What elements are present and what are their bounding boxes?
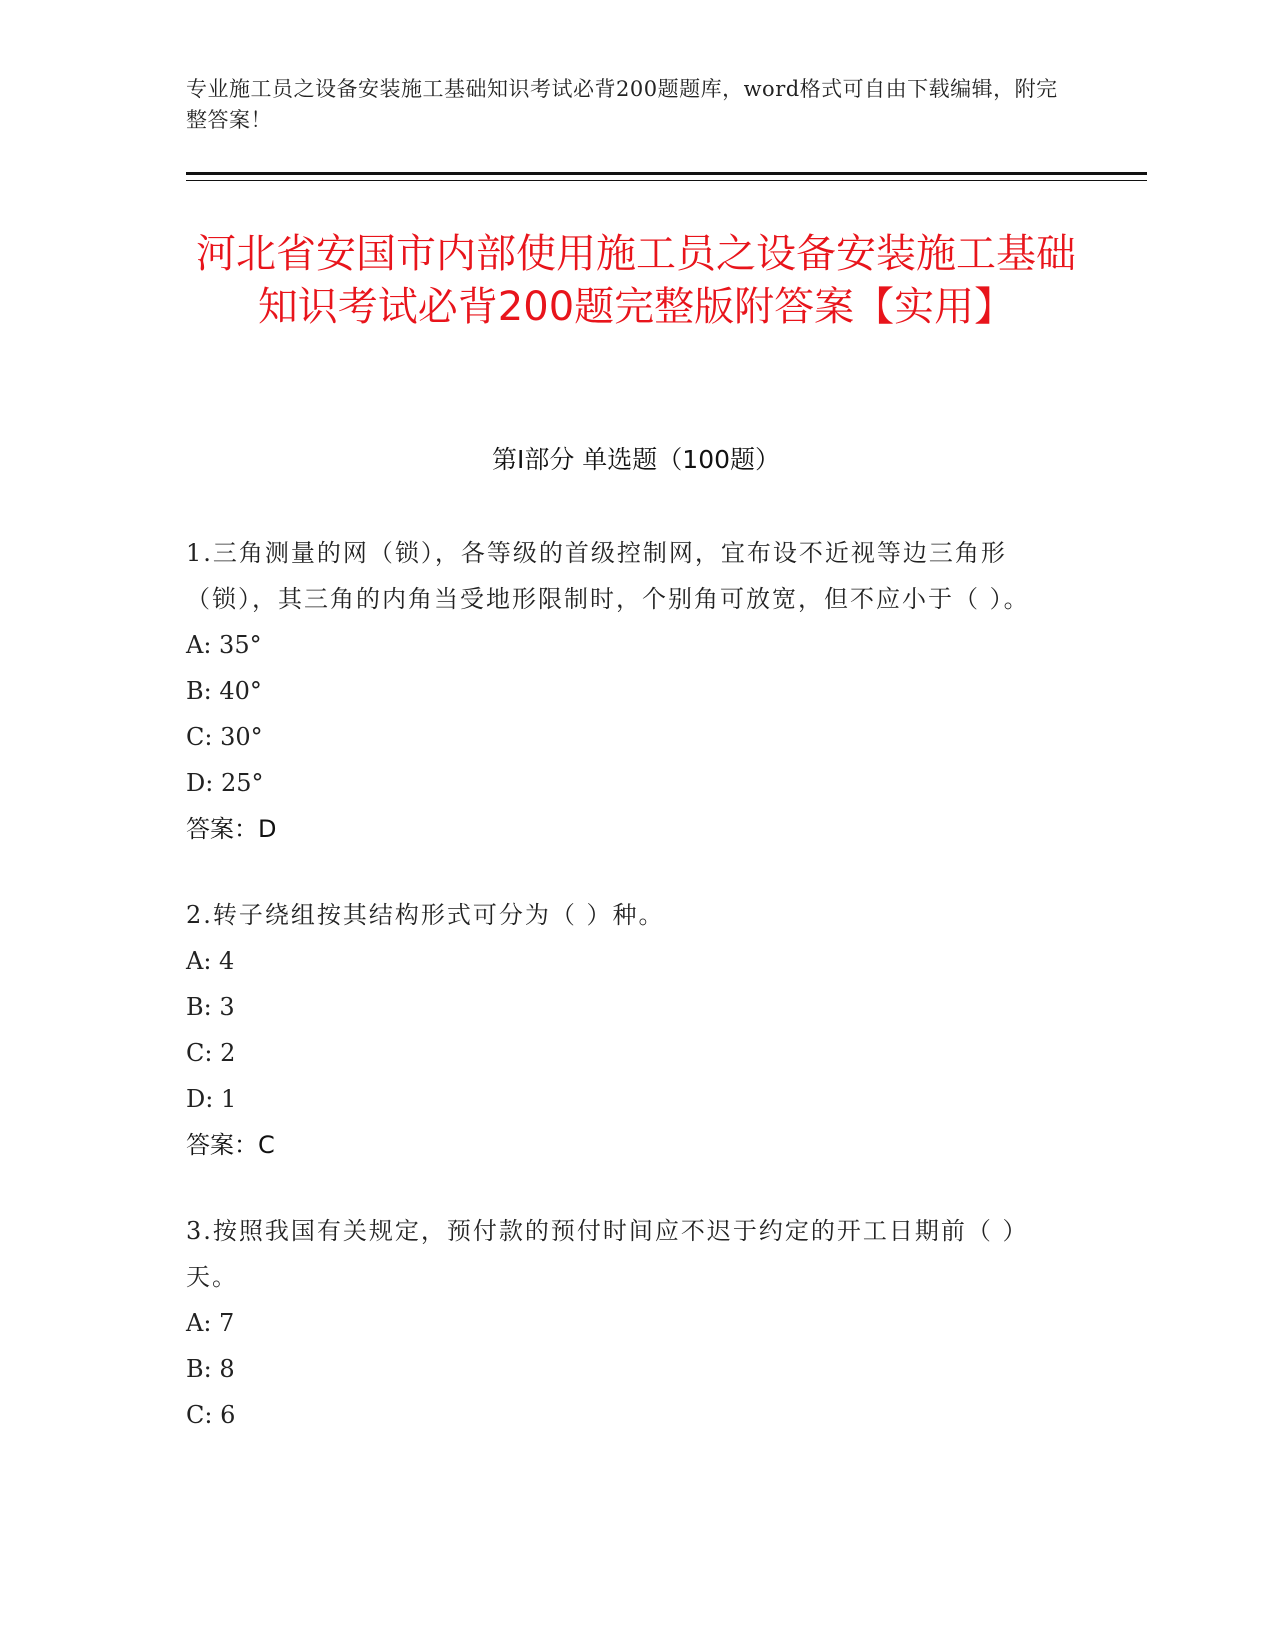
option-d: D: 1 bbox=[186, 1085, 237, 1113]
question-list bbox=[186, 530, 1066, 1478]
option-c: C: 6 bbox=[186, 1401, 236, 1429]
option-b: B: 40° bbox=[186, 677, 262, 705]
option-a: A: 4 bbox=[186, 947, 235, 975]
option-a: A: 35° bbox=[186, 631, 262, 659]
option-d: D: 25° bbox=[186, 769, 264, 797]
section-title: 第I部分 单选题（100题） bbox=[491, 445, 781, 474]
question-1 bbox=[186, 530, 1066, 852]
header-rule-thin bbox=[186, 180, 1147, 181]
option-a: A: 7 bbox=[186, 1309, 235, 1337]
answer: 答案：C bbox=[186, 1131, 275, 1159]
option-b: B: 3 bbox=[186, 993, 235, 1021]
question-2 bbox=[186, 892, 1066, 1168]
question-text: 1.三角测量的网（锁），各等级的首级控制网，宜布设不近视等边三角形（锁），其三角的内角当受地形限制时，个别角可放宽，但不应小于（ ）。 bbox=[186, 539, 1030, 613]
option-b: B: 8 bbox=[186, 1355, 235, 1383]
option-c: C: 30° bbox=[186, 723, 263, 751]
option-c: C: 2 bbox=[186, 1039, 236, 1067]
answer: 答案：D bbox=[186, 815, 277, 843]
header-note: 专业施工员之设备安装施工基础知识考试必背200题题库，word格式可自由下载编辑，附完整答案！ bbox=[186, 77, 1058, 132]
question-text: 2.转子绕组按其结构形式可分为（ ）种。 bbox=[186, 901, 665, 929]
question-text: 3.按照我国有关规定，预付款的预付时间应不迟于约定的开工日期前（ ）天。 bbox=[186, 1217, 1029, 1291]
header-rule-thick bbox=[186, 172, 1147, 175]
document-title: 河北省安国市内部使用施工员之设备安装施工基础知识考试必背200题完整版附答案【实用】 bbox=[196, 231, 1076, 330]
question-3 bbox=[186, 1208, 1066, 1438]
